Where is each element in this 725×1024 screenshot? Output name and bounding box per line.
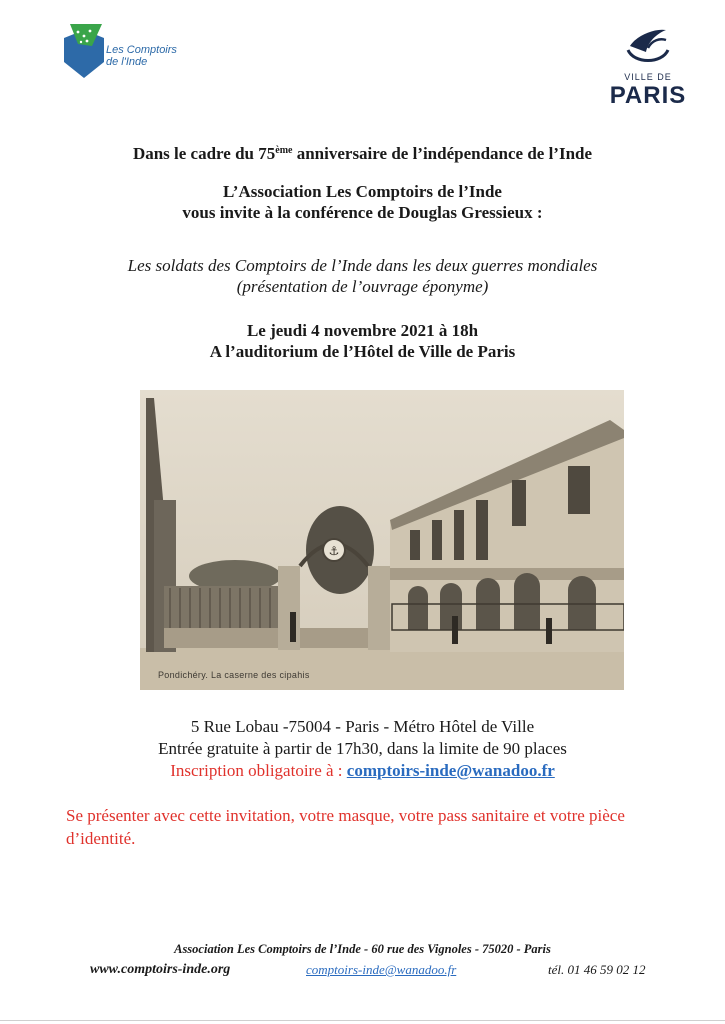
- registration-label: Inscription obligatoire à :: [170, 761, 347, 780]
- address-line: 5 Rue Lobau -75004 - Paris - Métro Hôtel de Ville: [190, 717, 535, 736]
- footer-website[interactable]: www.comptoirs-inde.org: [90, 962, 231, 977]
- registration-email-link[interactable]: comptoirs-inde@wanadoo.fr: [346, 761, 555, 780]
- footer-email-link[interactable]: comptoirs-inde@wanadoo.fr: [306, 962, 457, 977]
- svg-text:⚓: ⚓: [328, 544, 340, 558]
- book-title: Les soldats des Comptoirs de l’Inde dans les deux guerres mondiales: [127, 256, 598, 275]
- footer-contacts: [90, 962, 690, 982]
- event-date: Le jeudi 4 novembre 2021 à 18h: [246, 321, 479, 340]
- paris-ship-icon: [600, 22, 696, 72]
- entry-line: Entrée gratuite à partir de 17h30, dans la limite de 90 places: [158, 739, 567, 758]
- paris-label: PARIS: [609, 82, 687, 109]
- bottom-divider: [0, 1020, 725, 1021]
- anniversary-heading: [0, 140, 725, 164]
- ville-de-label: VILLE DE: [624, 72, 672, 82]
- barracks-illustration: [140, 390, 624, 690]
- photo-caption: Pondichéry. La caserne des cipahis: [158, 670, 310, 680]
- comptoirs-logo-text: [106, 44, 177, 68]
- logo-name-line1: Les Comptoirs: [106, 44, 177, 56]
- invitation-line-1: L’Association Les Comptoirs de l’Inde: [223, 182, 502, 201]
- anniversary-post: anniversaire de l’indépendance de l’Inde: [292, 144, 593, 163]
- invitation-line-2: vous invite à la conférence de Douglas Gressieux :: [182, 203, 543, 222]
- footer-association: Association Les Comptoirs de l’Inde - 60 rue des Vignoles - 75020 - Paris: [174, 942, 551, 956]
- anniversary-pre: Dans le cadre du 75: [132, 144, 276, 163]
- footer-phone: tél. 01 46 59 02 12: [548, 962, 646, 977]
- logo-name-line2: de l'Inde: [106, 56, 148, 68]
- barracks-photo: [140, 390, 624, 690]
- event-venue: A l’auditorium de l’Hôtel de Ville de Paris: [209, 342, 516, 361]
- anniversary-sup: ème: [275, 145, 293, 156]
- comptoirs-logo: [62, 22, 182, 82]
- comptoirs-emblem-icon: [62, 22, 106, 80]
- registration-line: [0, 760, 725, 781]
- book-subtitle: (présentation de l’ouvrage éponyme): [236, 277, 489, 296]
- ville-de-paris-logo: [600, 22, 696, 112]
- covid-notice: Se présenter avec cette invitation, votre masque, votre pass sanitaire et votre pièce d’identité.: [66, 806, 625, 848]
